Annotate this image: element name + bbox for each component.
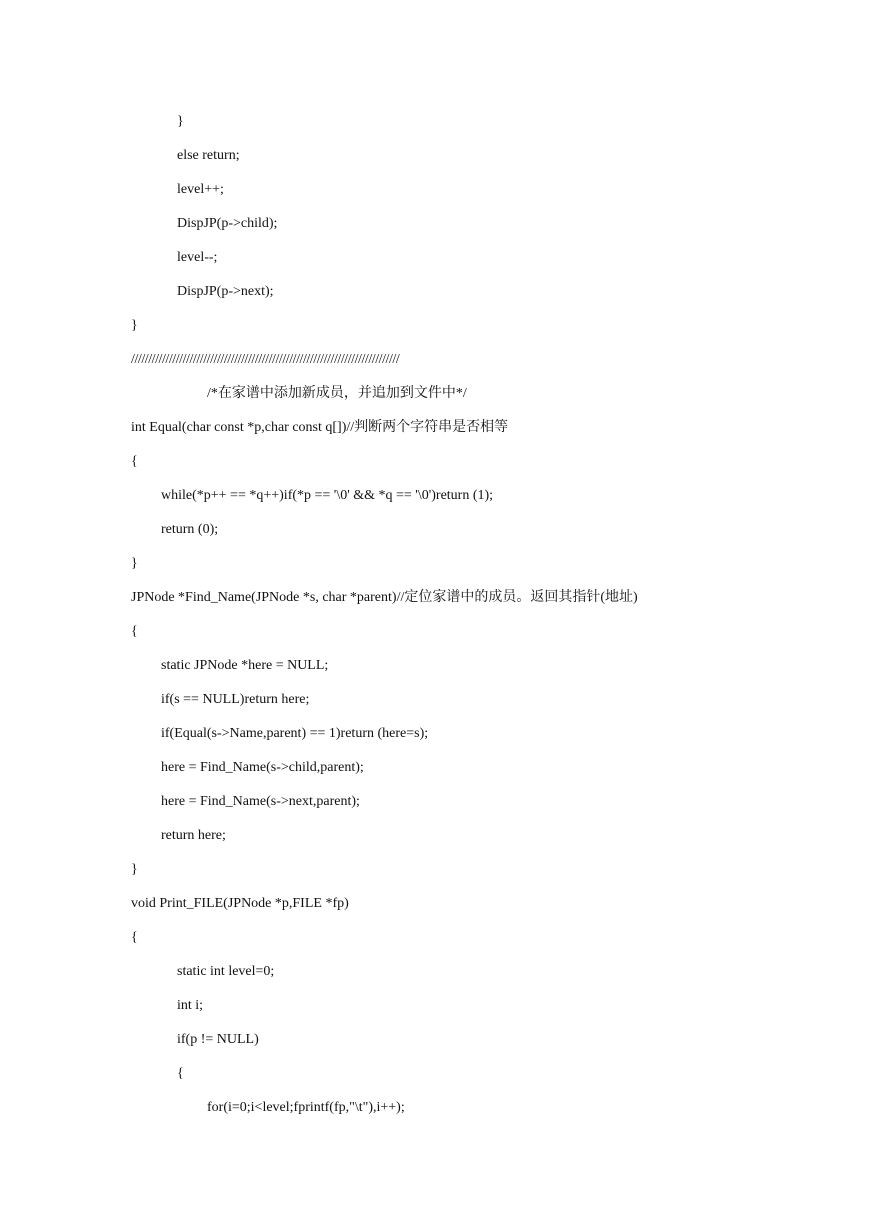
code-line-else-return: else return; [177, 148, 240, 163]
code-line-print-file-open-brace: { [131, 930, 138, 945]
code-line-separator-comment: ////////////////////////////////////////////////////////////////////////////// [131, 352, 400, 367]
code-line-int-i: int i; [177, 998, 204, 1013]
code-line-equal-return: return (0); [161, 522, 219, 537]
code-line-static-level: static int level=0; [177, 964, 275, 979]
code-line-equal-while: while(*p++ == *q++)if(*p == '\0' && *q == '\0')return (1); [161, 488, 494, 503]
code-line-equal-check: if(Equal(s->Name,parent) == 1)return (here=s); [161, 726, 429, 741]
code-line-if-p-not-null: if(p != NULL) [177, 1032, 259, 1047]
code-line-section-comment: /*在家谱中添加新成员，并追加到文件中*/ [207, 386, 467, 401]
code-line-for-fprintf: for(i=0;i<level;fprintf(fp,"\t"),i++); [207, 1100, 405, 1115]
code-line-find-name-open-brace: { [131, 624, 138, 639]
code-line-return-here: return here; [161, 828, 226, 843]
code-line-if-open-brace: { [177, 1066, 184, 1081]
code-line-equal-open-brace: { [131, 454, 138, 469]
code-line-dispjp-next: DispJP(p->next); [177, 284, 274, 299]
code-line-close-brace: } [177, 114, 184, 129]
code-line-find-name-signature: JPNode *Find_Name(JPNode *s, char *parent)//定位家谱中的成员。返回其指针(地址) [131, 590, 638, 605]
code-line-find-child: here = Find_Name(s->child,parent); [161, 760, 364, 775]
code-line-find-next: here = Find_Name(s->next,parent); [161, 794, 360, 809]
code-line-equal-signature: int Equal(char const *p,char const q[])//判断两个字符串是否相等 [131, 420, 509, 435]
code-line-level-decrement: level--; [177, 250, 218, 265]
code-line-static-here: static JPNode *here = NULL; [161, 658, 329, 673]
code-line-dispjp-child: DispJP(p->child); [177, 216, 278, 231]
code-line-equal-close-brace: } [131, 556, 138, 571]
code-line-find-name-close-brace: } [131, 862, 138, 877]
code-line-null-check: if(s == NULL)return here; [161, 692, 310, 707]
code-line-print-file-signature: void Print_FILE(JPNode *p,FILE *fp) [131, 896, 349, 911]
code-line-level-increment: level++; [177, 182, 224, 197]
code-line-function-end: } [131, 318, 138, 333]
